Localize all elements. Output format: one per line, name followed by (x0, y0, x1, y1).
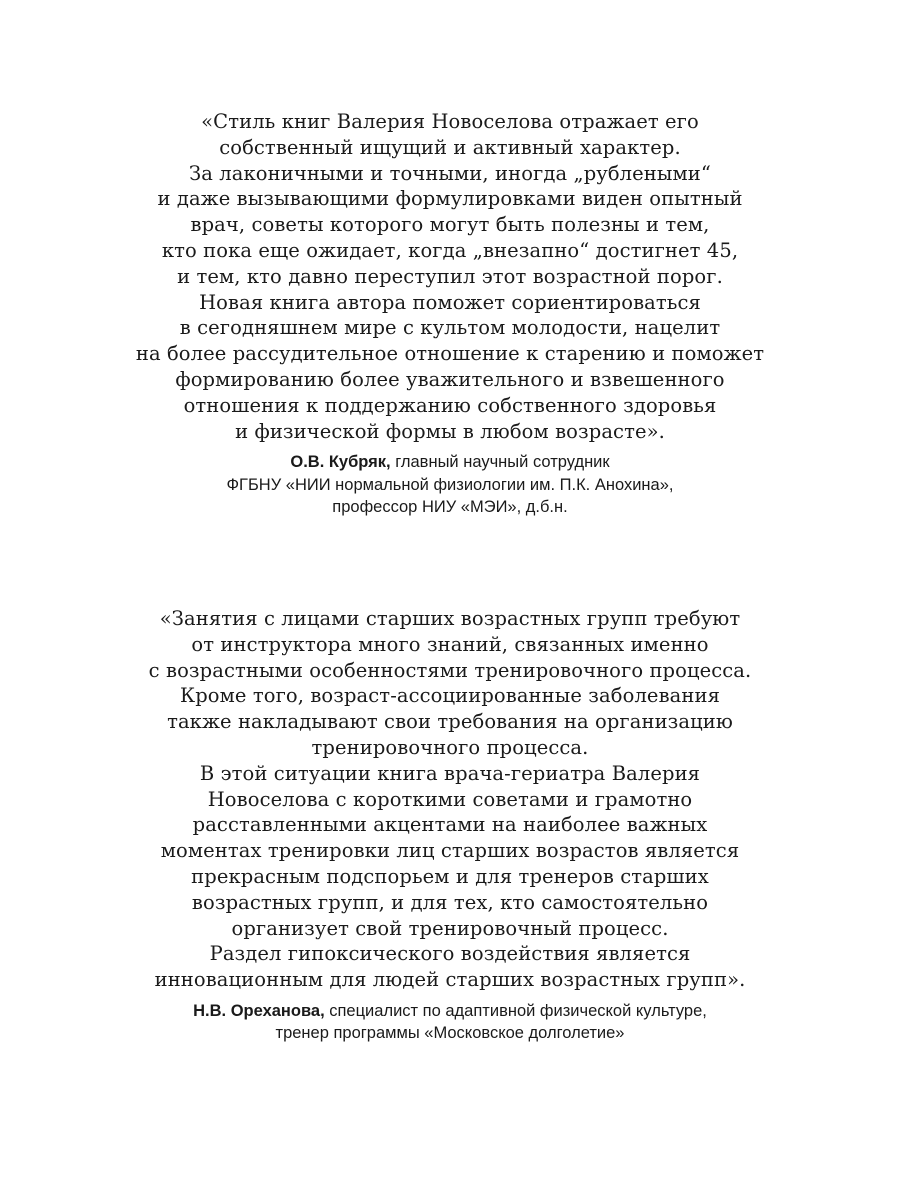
attribution (0, 1000, 900, 1045)
attribution-line: ФГБНУ «НИИ нормальной физиологии им. П.К. Анохина», (226, 475, 674, 494)
quote-line: инновационным для людей старших возрастных групп». (154, 968, 746, 992)
quote-line: «Стиль книг Валерия Новоселова отражает его (201, 110, 699, 133)
quote-line: Новая книга автора поможет сориентироваться (199, 290, 701, 314)
quote-line: В этой ситуации книга врача-гериатра Валерия (199, 761, 701, 785)
quote-line: собственный ищущий и активный характер. (219, 135, 681, 159)
quote-line: также накладывают свои требования на организацию (167, 710, 733, 734)
quote-line: Кроме того, возраст-ассоциированные заболевания (180, 684, 720, 708)
author-title: специалист по адаптивной физической культуре, (324, 1001, 707, 1020)
quote-line: Раздел гипоксического воздействия является (209, 942, 691, 966)
author-name: Н.В. Ореханова, (193, 1001, 325, 1020)
quote-line: расставленными акцентами на наиболее важных (192, 813, 708, 837)
quote-line: на более рассудительное отношение к старению и поможет (135, 342, 765, 366)
quote-line: в сегодняшнем мире с культом молодости, нацелит (179, 316, 721, 340)
author-name: О.В. Кубряк, (290, 453, 391, 472)
quote-line: и физической формы в любом возрасте». (235, 419, 665, 443)
quote-line: кто пока еще ожидает, когда „внезапно“ достигнет 45, (161, 238, 739, 262)
quote-line: от инструктора много знаний, связанных именно (191, 632, 709, 656)
quote-line: врач, советы которого могут быть полезны и тем, (190, 213, 710, 237)
quote-line: тренировочного процесса. (311, 735, 589, 759)
attribution-line (0, 1000, 900, 1023)
testimonial-kubryak (0, 109, 900, 519)
attribution-line: тренер программы «Московское долголетие» (275, 1024, 625, 1043)
quote-line: возрастных групп, и для тех, кто самостоятельно (191, 890, 709, 914)
quote-line: «Занятия с лицами старших возрастных групп требуют (159, 607, 741, 630)
attribution-line: профессор НИУ «МЭИ», д.б.н. (332, 498, 568, 517)
quote-line: и тем, кто давно переступил этот возрастной порог. (177, 264, 723, 288)
quote-line: отношения к поддержанию собственного здоровья (183, 393, 717, 417)
quote-text (0, 606, 900, 993)
quote-line: прекрасным подспорьем и для тренеров старших (191, 864, 709, 888)
attribution (0, 451, 900, 519)
quote-line: с возрастными особенностями тренировочного процесса. (148, 658, 752, 682)
attribution-line (0, 451, 900, 474)
author-title: главный научный сотрудник (390, 453, 610, 472)
quote-line: формированию более уважительного и взвешенного (175, 367, 725, 391)
quote-line: и даже вызывающими формулировками виден опытный (157, 187, 743, 211)
quote-text (0, 109, 900, 444)
quote-line: моментах тренировки лиц старших возрастов является (160, 839, 740, 863)
testimonial-orekhanova (0, 606, 900, 1045)
quote-line: Новоселова с короткими советами и грамотно (207, 787, 693, 811)
quote-line: организует свой тренировочный процесс. (231, 916, 669, 940)
quote-line: За лаконичными и точными, иногда „рублеными“ (189, 161, 711, 185)
